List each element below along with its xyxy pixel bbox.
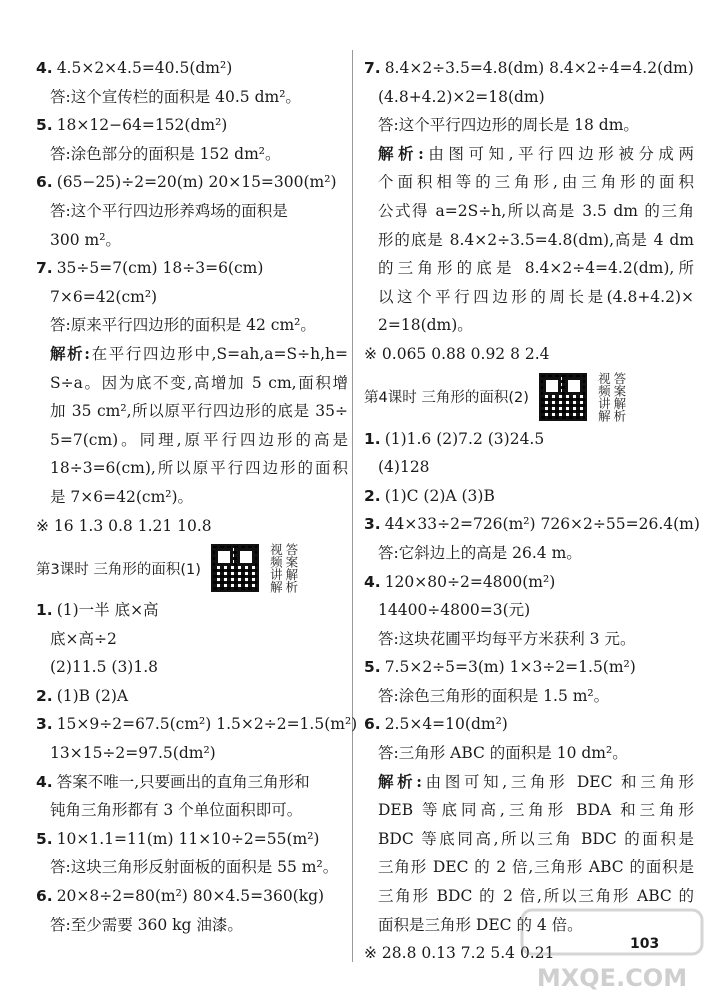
line-text: 答:原来平行四边形的面积是 42 cm²。: [50, 316, 316, 335]
line-text: 钝角三角形都有 3 个单位面积即可。: [50, 801, 303, 820]
question-number: 6.: [36, 173, 53, 192]
line-text: 三角形 BDC 的 2 倍,所以三角形 ABC 的: [378, 887, 694, 906]
question-number: 5.: [36, 829, 53, 848]
text-line: [364, 796, 694, 825]
question-line: [36, 54, 348, 83]
line-text: 答:这个平行四边形的周长是 18 dm。: [378, 116, 639, 135]
line-text: 答:它斜边上的高是 26.4 m。: [378, 543, 582, 562]
question-number: 2.: [36, 686, 53, 705]
left-column: [36, 54, 358, 939]
line-text: (1)1.6 (2)7.2 (3)24.5: [384, 429, 545, 448]
line-text: 2.5×4=10(dm²): [384, 715, 508, 734]
question-number: 4.: [36, 772, 53, 791]
line-text: ※ 16 1.3 0.8 1.21 10.8: [36, 516, 212, 535]
question-number: 3.: [36, 715, 53, 734]
question-number: 5.: [36, 116, 53, 135]
line-text: 13×15÷2=97.5(dm²): [50, 744, 216, 763]
line-text: DEB 等底同高,三角形 BDA 和三角形: [378, 801, 694, 820]
line-text: (4.8+4.2)×2=18(dm): [378, 87, 545, 106]
line-text: 300 m²。: [50, 230, 121, 249]
qr-caption-text: 视频讲解: [596, 371, 612, 422]
line-text: ※ 0.065 0.88 0.92 8 2.4: [364, 344, 550, 363]
line-text: 7.5×2÷5=3(m) 1×3÷2=1.5(m²): [384, 658, 636, 677]
qr-caption-text: 视频讲解: [268, 543, 284, 594]
line-text: 由图可知,三角形 DEC 和三角形: [422, 772, 694, 791]
text-line: [36, 283, 348, 312]
question-number: 2.: [364, 486, 381, 505]
line-text: 2=18(dm)。: [378, 316, 473, 335]
qr-code-icon[interactable]: [539, 373, 587, 421]
question-number: 4.: [364, 572, 381, 591]
question-line: [364, 482, 694, 511]
question-line: [364, 568, 694, 597]
line-text: 形的底是 8.4×2÷3.5=4.8(dm),高是 4 dm: [378, 230, 694, 249]
question-number: 4.: [36, 59, 53, 77]
question-line: [364, 54, 694, 83]
line-text: 个面积相等的三角形,由三角形的面积: [378, 173, 694, 192]
question-line: [36, 682, 348, 711]
text-line: [36, 226, 348, 255]
text-line: [364, 739, 694, 768]
text-line: [36, 311, 348, 340]
analysis-label: 解析:: [378, 143, 424, 163]
watermark-logo: [512, 906, 712, 996]
question-number: 6.: [36, 887, 53, 906]
line-text: 答:涂色三角形的面积是 1.5 m²。: [378, 686, 610, 705]
question-line: [36, 825, 348, 854]
line-text: 答:这块三角形反射面板的面积是 55 m²。: [50, 858, 339, 877]
question-line: [36, 596, 348, 625]
analysis-label: 解析:: [378, 771, 423, 791]
text-line: [36, 739, 348, 768]
text-line: [364, 625, 694, 654]
question-number: 3.: [364, 515, 381, 534]
text-line: [36, 853, 348, 882]
text-line: [364, 853, 694, 882]
line-text: 答:三角形 ABC 的面积是 10 dm²。: [378, 744, 628, 763]
line-text: 面积是三角形 DEC 的 4 倍。: [378, 915, 583, 934]
question-line: [36, 710, 358, 739]
line-text: 答:至少需要 360 kg 油漆。: [50, 915, 243, 934]
text-line: [364, 168, 694, 197]
line-text: 答:涂色部分的面积是 152 dm²。: [50, 144, 281, 163]
text-line: [364, 111, 694, 140]
qr-caption: [597, 372, 626, 422]
line-text: 44×33÷2=726(m²) 726×2÷55=26.4(m): [384, 515, 700, 534]
text-line: [36, 454, 348, 483]
line-text: 答案不唯一,只要画出的直角三角形和: [56, 772, 310, 791]
question-number: 5.: [364, 658, 381, 677]
section-title: 第3课时 三角形的面积(1): [36, 561, 201, 578]
line-text: 20×8÷2=80(m²) 80×4.5=360(kg): [56, 887, 325, 906]
text-line: [364, 254, 694, 283]
line-text: 加 35 cm²,所以原平行四边形的底是 35÷: [50, 402, 348, 421]
line-text: 答:这个宣传栏的面积是 40.5 dm²。: [50, 87, 301, 106]
line-text: (65−25)÷2=20(m) 20×15=300(m²): [56, 173, 337, 192]
text-line: [364, 682, 694, 711]
line-text: (4)128: [378, 458, 430, 477]
watermark-text: MXQE.COM: [536, 964, 688, 992]
line-text: BDC 等底同高,所以三角 BDC 的面积是: [378, 829, 694, 848]
question-line: [364, 425, 694, 454]
text-line: [36, 369, 348, 398]
line-text: 35÷5=7(cm) 18÷3=6(cm): [56, 259, 264, 278]
text-line: [364, 226, 694, 255]
text-line: [36, 512, 348, 541]
line-text: 在平行四边形中,S=ah,a=S÷h,h=: [90, 344, 348, 363]
line-text: 以这个平行四边形的周长是(4.8+4.2)×: [378, 287, 694, 306]
text-line: [364, 311, 694, 340]
line-text: 的三角形的底是 8.4×2÷4=4.2(dm),所: [378, 259, 694, 278]
line-text: 4.5×2×4.5=40.5(dm²): [56, 59, 233, 77]
question-line: [36, 111, 348, 140]
text-line: [36, 340, 348, 369]
text-line: [364, 140, 694, 169]
section-header: [364, 369, 694, 425]
question-number: 7.: [36, 259, 53, 278]
text-line: [364, 283, 694, 312]
line-text: (1)C (2)A (3)B: [384, 486, 495, 505]
text-line: [36, 625, 348, 654]
text-line: [364, 83, 694, 112]
line-text: 14400÷4800=3(元): [378, 601, 531, 620]
section-header: [36, 540, 348, 596]
text-line: [36, 426, 348, 455]
line-text: 18×12−64=152(dm²): [56, 116, 228, 135]
page-number: 103: [630, 936, 660, 952]
question-number: 6.: [364, 715, 381, 734]
column-divider: [352, 50, 353, 962]
line-text: 10×1.1=11(m) 11×10÷2=55(m²): [56, 829, 320, 848]
text-line: [364, 825, 694, 854]
question-line: [364, 653, 694, 682]
text-line: [364, 596, 694, 625]
question-line: [36, 882, 348, 911]
line-text: 7×6=42(cm²): [50, 287, 158, 306]
question-line: [364, 710, 694, 739]
question-line: [36, 254, 348, 283]
question-line: [364, 510, 700, 539]
line-text: 5=7(cm)。同理,原平行四边形的高是: [50, 430, 348, 449]
line-text: 答:这个平行四边形养鸡场的面积是: [50, 201, 288, 220]
text-line: [36, 653, 348, 682]
line-text: 答:这块花圃平均每平方米获利 3 元。: [378, 629, 636, 648]
line-text: ※ 28.8 0.13 7.2 5.4 0.21: [364, 944, 555, 963]
right-column: [364, 54, 700, 968]
text-line: [36, 911, 348, 940]
text-line: [36, 483, 348, 512]
line-text: S÷a。因为底不变,高增加 5 cm,面积增: [50, 373, 348, 392]
text-line: [36, 197, 348, 226]
analysis-label: 解析:: [50, 343, 90, 363]
line-text: (1)B (2)A: [56, 686, 129, 705]
text-line: [36, 397, 348, 426]
text-line: [36, 83, 348, 112]
text-line: [36, 140, 348, 169]
line-text: 底×高÷2: [50, 629, 117, 648]
text-line: [364, 768, 694, 797]
qr-caption: [269, 543, 298, 593]
question-line: [36, 768, 348, 797]
question-number: 7.: [364, 59, 381, 77]
qr-caption-text: 答案解析: [283, 543, 299, 594]
section-title: 第4课时 三角形的面积(2): [364, 390, 529, 407]
line-text: 15×9÷2=67.5(cm²) 1.5×2÷2=1.5(m²): [56, 715, 358, 734]
text-line: [364, 197, 694, 226]
line-text: 由图可知,平行四边形被分成两: [423, 144, 694, 163]
line-text: (2)11.5 (3)1.8: [50, 658, 159, 677]
line-text: (1)一半 底×高: [56, 601, 159, 620]
line-text: 18÷3=6(cm),所以原平行四边形的面积: [50, 459, 348, 478]
text-line: [364, 453, 694, 482]
question-number: 1.: [364, 429, 381, 448]
text-line: [36, 796, 348, 825]
text-line: [364, 539, 694, 568]
line-text: 8.4×2÷3.5=4.8(dm) 8.4×2÷4=4.2(dm): [384, 59, 694, 77]
line-text: 是 7×6=42(cm²)。: [50, 487, 194, 506]
qr-code-icon[interactable]: [211, 544, 259, 592]
qr-caption-text: 答案解析: [611, 371, 627, 422]
line-text: 三角形 DEC 的 2 倍,三角形 ABC 的面积是: [378, 858, 694, 877]
line-text: 120×80÷2=4800(m²): [384, 572, 556, 591]
line-text: 公式得 a=2S÷h,所以高是 3.5 dm 的三角: [378, 201, 694, 220]
question-number: 1.: [36, 601, 53, 620]
text-line: [364, 340, 694, 369]
question-line: [36, 168, 348, 197]
